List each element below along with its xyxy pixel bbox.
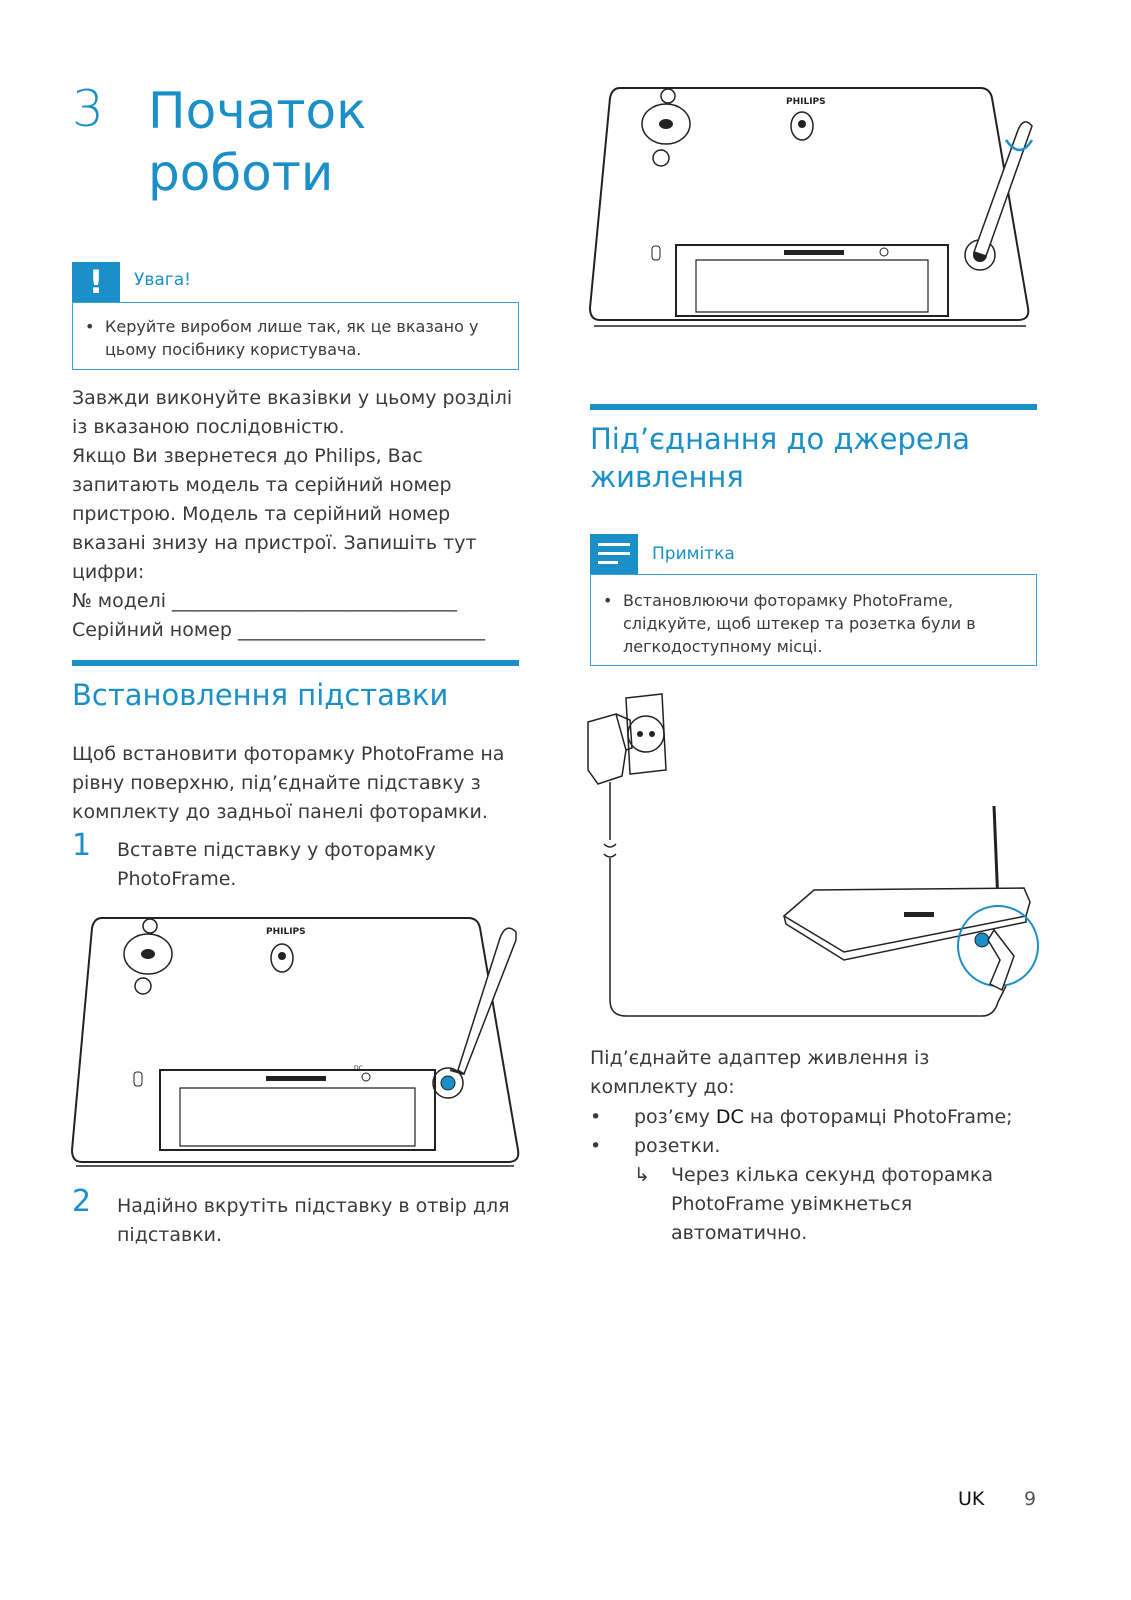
bullet-icon: • [603,591,613,610]
caution-title: Увага! [134,270,191,290]
power-heading: Під’єднання до джерела живлення [590,422,971,494]
note-title: Примітка [652,544,735,564]
step-2-text: Надійно вкрутіть підставку в отвір для підставки. [117,1195,510,1246]
bullet-1-post: на фоторамці PhotoFrame; [743,1106,1013,1128]
step-1-text: Вставте підставку у фоторамку PhotoFrame. [117,839,436,890]
brand-label-2: PHILIPS [786,97,826,107]
chapter-title-line1: Початок [148,82,367,140]
step-2-number: 2 [72,1184,92,1219]
power-paragraph: Під’єднайте адаптер живлення із комплекту до: [590,1047,930,1098]
note-box [590,574,1037,666]
warning-icon: ! [72,262,120,302]
step-1-number: 1 [72,828,92,863]
caution-box [72,302,519,370]
power-result [634,1161,1014,1248]
caution-item: Керуйте виробом лише так, як це вказано у цьому посібнику користувача. [105,317,479,359]
footer-page-number: 9 [1024,1488,1037,1510]
bullet-icon: • [590,1106,602,1128]
chapter-title [148,80,448,204]
result-arrow-icon: ↳ [634,1164,650,1186]
note-item: Встановлюючи фоторамку PhotoFrame, слідкуйте, щоб штекер та розетка були в легкодоступному місці. [623,591,976,656]
chapter-number: 3 [72,80,104,138]
section-rule-2 [590,404,1037,410]
intro-section [72,384,522,645]
intro-paragraph-2: Якщо Ви звернетеся до Philips, Вас запитають модель та серійний номер пристрою. Модель та серійний номер вказані знизу на пристрої. Запишіть тут цифри: [72,445,477,583]
footer-language: UK [958,1488,985,1510]
power-connection-figure [574,690,1044,1030]
port-label: DC [354,1065,363,1072]
serial-number-line: Серійний номер __________________________ [72,619,485,641]
section-rule [72,660,519,666]
bullet-1-pre: роз’єму [634,1106,716,1128]
model-number-line: № моделі ______________________________ [72,590,458,612]
bullet-2-text: розетки. [634,1135,721,1157]
intro-paragraph-1: Завжди виконуйте вказівки у цьому розділі із вказаною послідовністю. [72,387,513,438]
bullet-icon: • [85,317,95,336]
dc-label: DC [715,1106,744,1128]
stand-insertion-figure [70,910,530,1175]
note-icon [590,534,638,574]
stand-paragraph: Щоб встановити фоторамку PhotoFrame на рівну поверхню, під’єднайте підставку з комплекту до задньої панелі фоторамки. [72,743,505,823]
chapter-title-line2: роботи [148,144,334,202]
brand-label: PHILIPS [266,927,306,937]
stand-screwed-figure [588,80,1038,335]
bullet-icon: • [590,1135,602,1157]
stand-heading: Встановлення підставки [72,678,449,712]
result-text: Через кілька секунд фоторамка PhotoFrame увімкнеться автоматично. [671,1164,994,1244]
